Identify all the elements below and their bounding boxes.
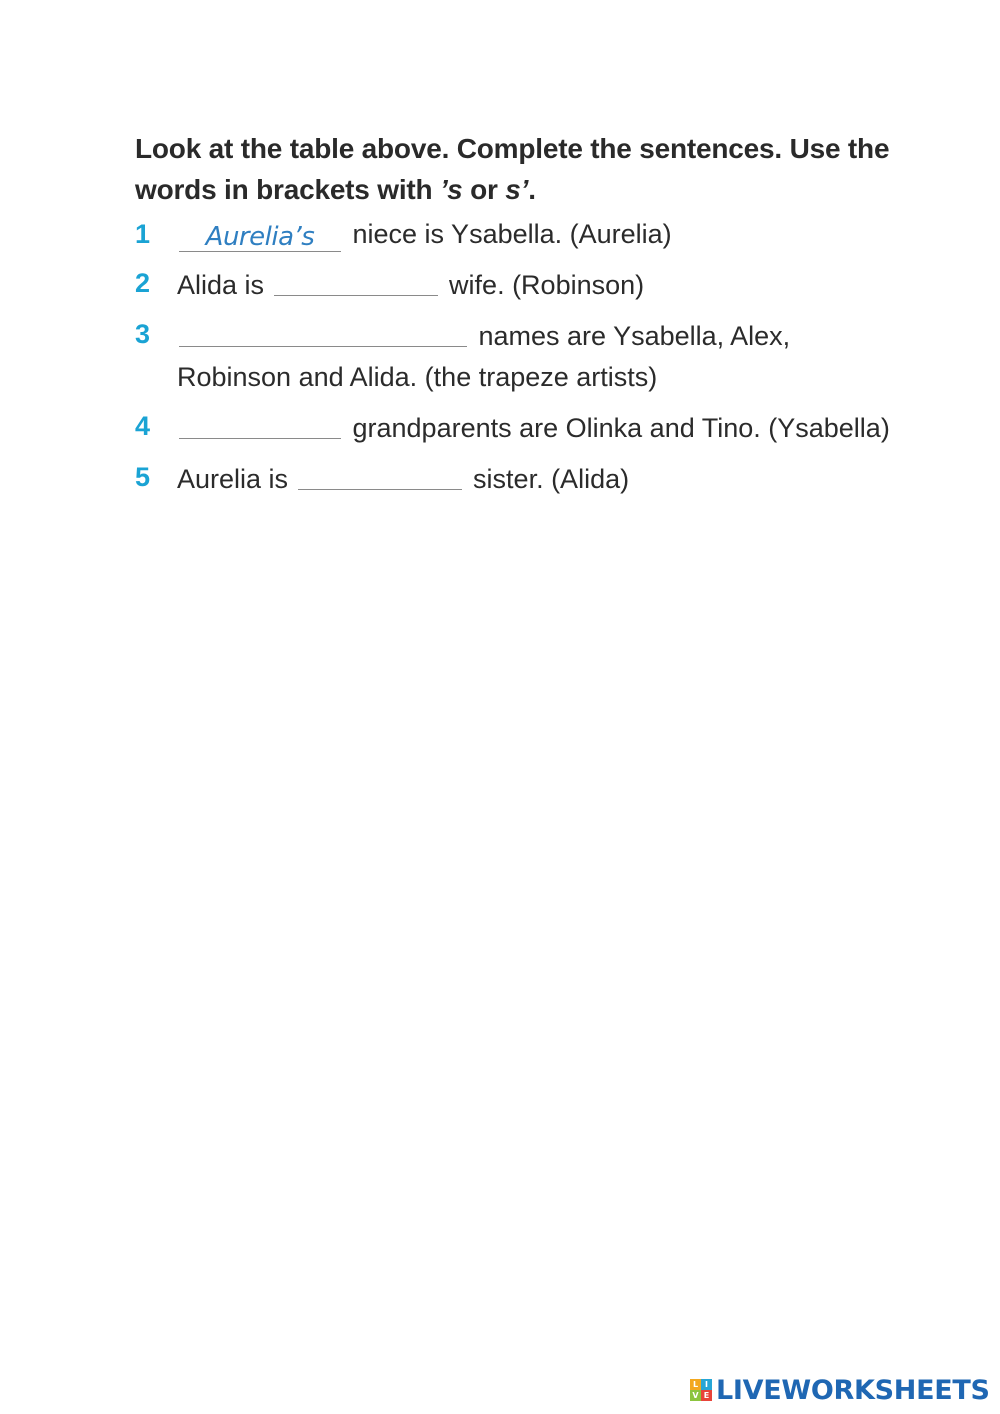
logo-letter: V <box>690 1390 701 1401</box>
exercise-item-4 <box>135 406 895 449</box>
item-text-after: names are Ysabella, Alex, Robinson and Alida. (the trapeze artists) <box>177 321 791 392</box>
logo-letter: E <box>701 1390 712 1401</box>
answer-text <box>179 408 341 411</box>
instructions-form-2: s’ <box>505 174 529 205</box>
item-text-after: grandparents are Olinka and Tino. (Ysabella) <box>345 413 890 443</box>
logo-text: LIVEWORKSHEETS <box>716 1374 990 1406</box>
item-text-before: Alida is <box>177 270 272 300</box>
answer-blank[interactable] <box>179 408 341 439</box>
answer-blank[interactable] <box>179 221 341 252</box>
exercise-item-2 <box>135 263 895 306</box>
item-number: 4 <box>135 411 151 441</box>
answer-blank[interactable] <box>179 316 467 347</box>
exercise-item-5 <box>135 457 895 500</box>
answer-text <box>179 316 467 319</box>
answer-text <box>298 459 462 462</box>
instructions-text: Look at the table above. Complete the sentences. Use the words in brackets with <box>135 133 890 205</box>
item-text-after: sister. (Alida) <box>465 464 630 494</box>
item-number: 3 <box>135 319 151 349</box>
instructions-end: . <box>528 174 536 205</box>
answer-text: Aurelia’s <box>205 222 315 252</box>
instructions-form-1: ’s <box>440 174 463 205</box>
item-number: 5 <box>135 462 151 492</box>
logo-letter: L <box>690 1379 701 1390</box>
item-number: 2 <box>135 268 151 298</box>
answer-text <box>274 265 438 268</box>
item-text-after: niece is Ysabella. (Aurelia) <box>345 219 672 249</box>
worksheet <box>135 128 895 508</box>
answer-blank[interactable] <box>274 265 438 296</box>
logo-mark-icon <box>690 1379 712 1401</box>
answer-blank[interactable] <box>298 459 462 490</box>
exercise-item-3 <box>135 314 895 398</box>
item-number: 1 <box>135 219 151 249</box>
instructions-or: or <box>462 174 506 205</box>
item-text-before: Aurelia is <box>177 464 296 494</box>
exercise-item-1 <box>135 214 895 255</box>
instructions <box>135 128 895 210</box>
logo-letter: I <box>701 1379 712 1390</box>
liveworksheets-logo[interactable] <box>690 1373 990 1407</box>
item-text-after: wife. (Robinson) <box>441 270 645 300</box>
